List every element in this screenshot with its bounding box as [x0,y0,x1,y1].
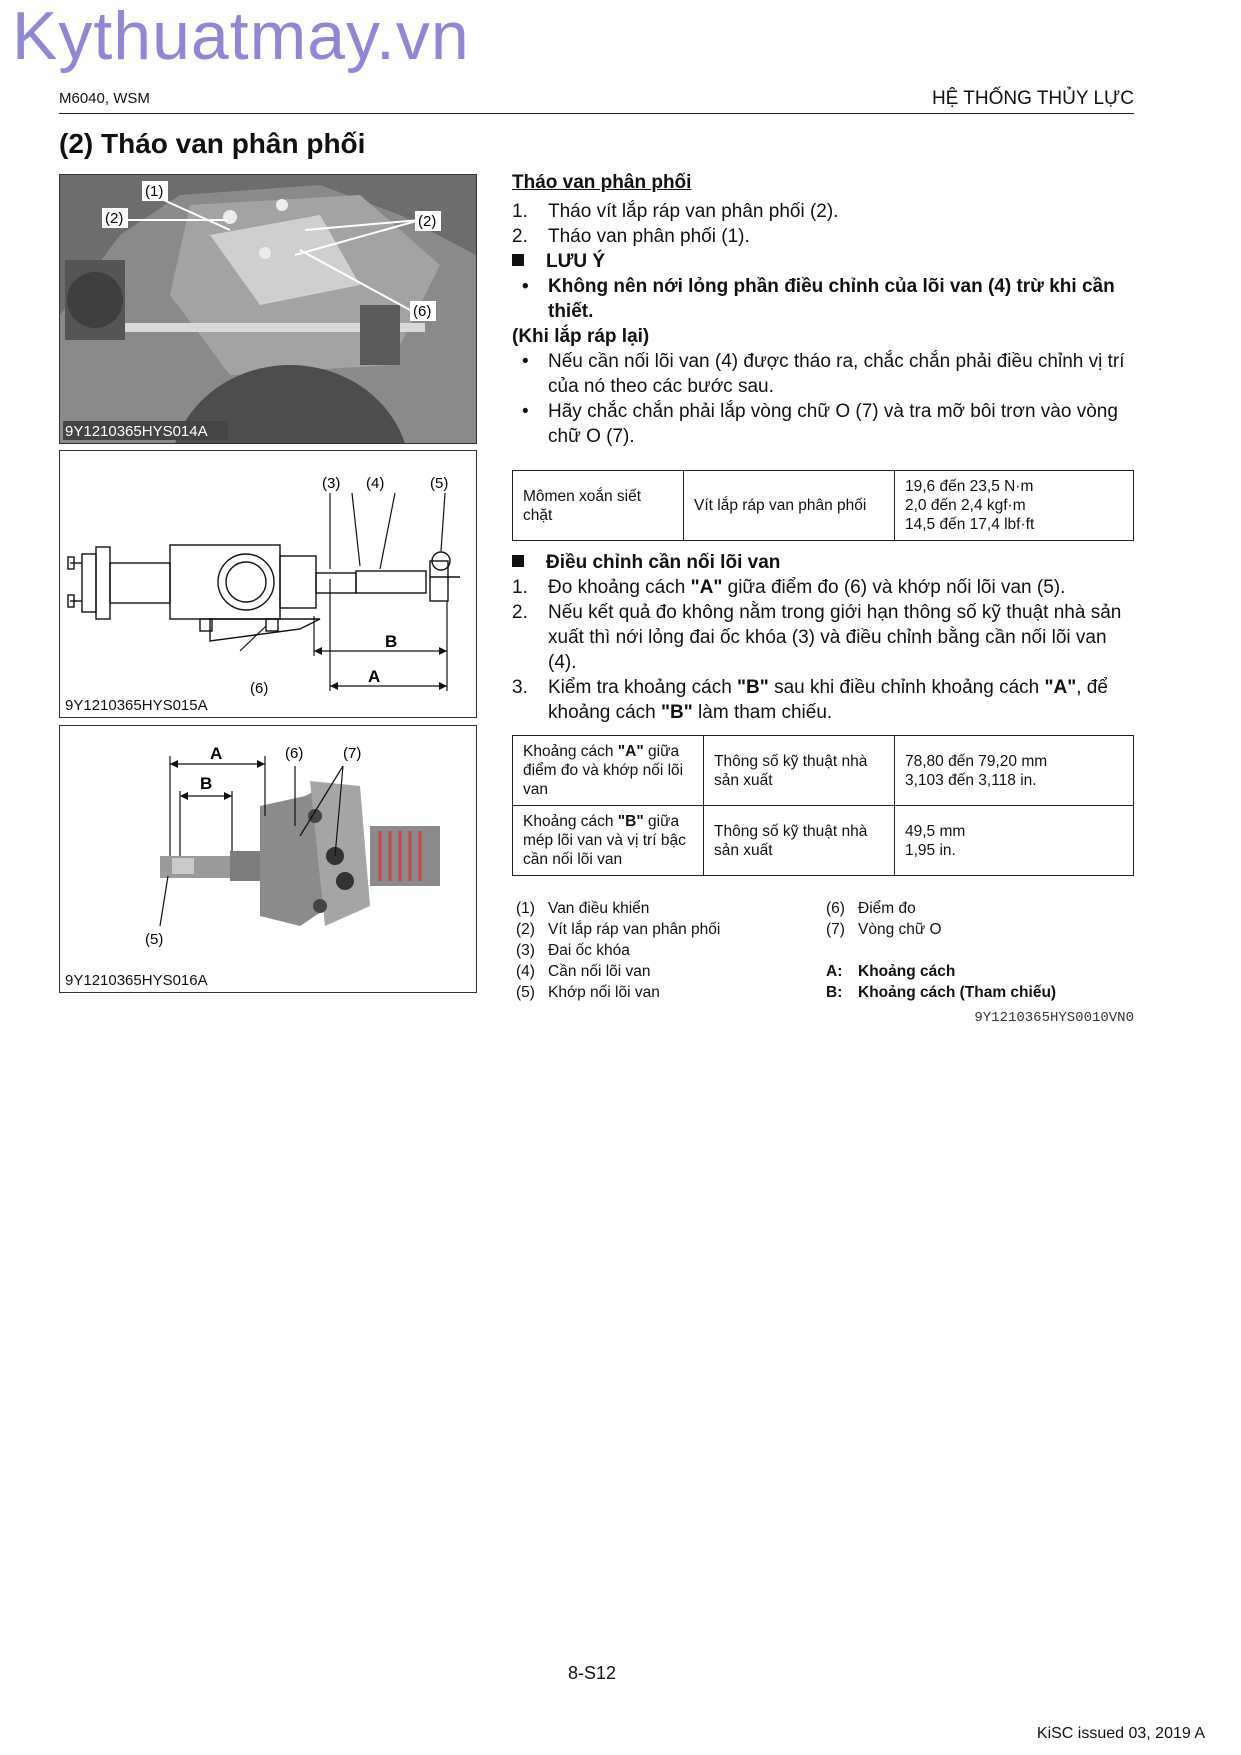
legend-item: (7) Vòng chữ O [826,921,942,938]
figure-drawing-valve [59,450,477,718]
step-text: Tháo van phân phối (1). [548,226,750,247]
fig2-label: (4) [366,475,385,492]
header-rule [59,113,1134,114]
step-number: 1. [512,201,528,222]
header-section: HỆ THỐNG THỦY LỰC [931,88,1134,109]
spec-type: Thông số kỹ thuật nhà sản xuất [704,806,895,876]
fig2-label: B [385,632,398,651]
photo-valve-removed [60,726,476,992]
fig3-label: B [200,774,213,793]
note-heading: LƯU Ý [512,249,1134,274]
fig1-label: (1) [145,183,164,200]
fig2-label: (6) [250,680,269,697]
drawing-valve-side [60,451,476,717]
page-number: 8-S12 [568,1663,617,1683]
watermark: Kythuatmay.vn [12,0,470,74]
adjust-step: 3. Kiểm tra khoảng cách "B" sau khi điều chỉnh khoảng cách "A", để khoảng cách "B" làm tham chiếu. [512,677,1108,723]
figure-caption: 9Y1210365HYS014A [65,423,208,440]
step-number: 2. [512,226,528,247]
spec-values: 49,5 mm 1,95 in. [895,806,1134,876]
document-code: 9Y1210365HYS0010VN0 [974,1010,1134,1026]
legend-item: (6) Điểm đo [826,900,916,917]
page-title: (2) Tháo van phân phối [59,128,366,159]
legend-spacer [822,940,1122,961]
legend-item: B: Khoảng cách (Tham chiếu) [826,984,1057,1001]
fig1-label: (6) [413,303,432,320]
fig3-label: A [210,744,223,763]
procedure-section [512,170,1134,449]
legend-item: (3) Đai ốc khóa [516,942,630,959]
legend-item: (2) Vít lắp ráp van phân phối [516,921,721,938]
fig3-label: (5) [145,931,164,948]
fig2-label: (5) [430,475,449,492]
torque-table [512,470,1134,541]
legend-right [822,898,1122,1003]
step-item [512,199,1134,224]
fig3-label: (6) [285,745,304,762]
legend-left [512,898,812,1003]
legend-item: A: Khoảng cách [826,963,956,980]
header-model: M6040, WSM [59,90,150,107]
issued-note: KiSC issued 03, 2019 A [1036,1725,1205,1742]
spec-item: Khoảng cách "A" giữa điểm đo và khớp nối lõi van [513,736,704,806]
figure-caption: 9Y1210365HYS015A [65,697,208,714]
legend-item: (1) Van điều khiển [516,900,650,917]
adjust-step: 2. Nếu kết quả đo không nằm trong giới hạn thông số kỹ thuật nhà sản xuất thì nới lỏng đai ốc khóa (3) và điều chỉnh bằng cần nối lõi van (4). [512,602,1122,673]
torque-values: 19,6 đến 23,5 N·m 2,0 đến 2,4 kgf·m 14,5 đến 17,4 lbf·ft [895,471,1134,541]
reassembly-heading: (Khi lắp ráp lại) [512,326,650,347]
fig2-label: (3) [322,475,341,492]
figure-photo-valve-top [59,174,477,444]
adjust-heading: Điều chỉnh cần nối lõi van [512,550,1134,575]
spec-type: Thông số kỹ thuật nhà sản xuất [704,736,895,806]
step-item [512,224,1134,249]
fig2-label: A [368,667,381,686]
spec-item: Khoảng cách "B" giữa mép lõi van và vị trí bậc cần nối lõi van [513,806,704,876]
fig3-label: (7) [343,745,362,762]
spec-table [512,735,1134,876]
fig1-label: (2) [105,210,124,227]
photo-valve-housing [60,175,476,443]
legend-item: (4) Cần nối lõi van [516,963,651,980]
square-bullet-icon [512,254,524,266]
table-row [513,806,1134,876]
section-subheading: Tháo van phân phối [512,172,692,193]
square-bullet-icon [512,555,524,567]
reassembly-bullet: • Nếu cần nối lõi van (4) được tháo ra, chắc chắn phải điều chỉnh vị trí của nó theo các bước sau. [522,351,1125,397]
spec-values: 78,80 đến 79,20 mm 3,103 đến 3,118 in. [895,736,1134,806]
step-text: Tháo vít lắp ráp van phân phối (2). [548,201,839,222]
legend-item: (5) Khớp nối lõi van [516,984,660,1001]
torque-part: Vít lắp ráp van phân phối [684,471,895,541]
figure-caption: 9Y1210365HYS016A [65,972,208,989]
adjust-step: 1. Đo khoảng cách "A" giữa điểm đo (6) và khớp nối lõi van (5). [512,577,1066,598]
fig1-label: (2) [418,213,437,230]
reassembly-bullet: • Hãy chắc chắn phải lắp vòng chữ O (7) và tra mỡ bôi trơn vào vòng chữ O (7). [522,401,1118,447]
adjust-section [512,550,1134,725]
table-row [513,736,1134,806]
torque-label: Mômen xoắn siết chặt [513,471,684,541]
figure-photo-valve-removed [59,725,477,993]
note-bullet: • Không nên nới lỏng phần điều chỉnh của lõi van (4) trừ khi cần thiết. [522,276,1115,322]
